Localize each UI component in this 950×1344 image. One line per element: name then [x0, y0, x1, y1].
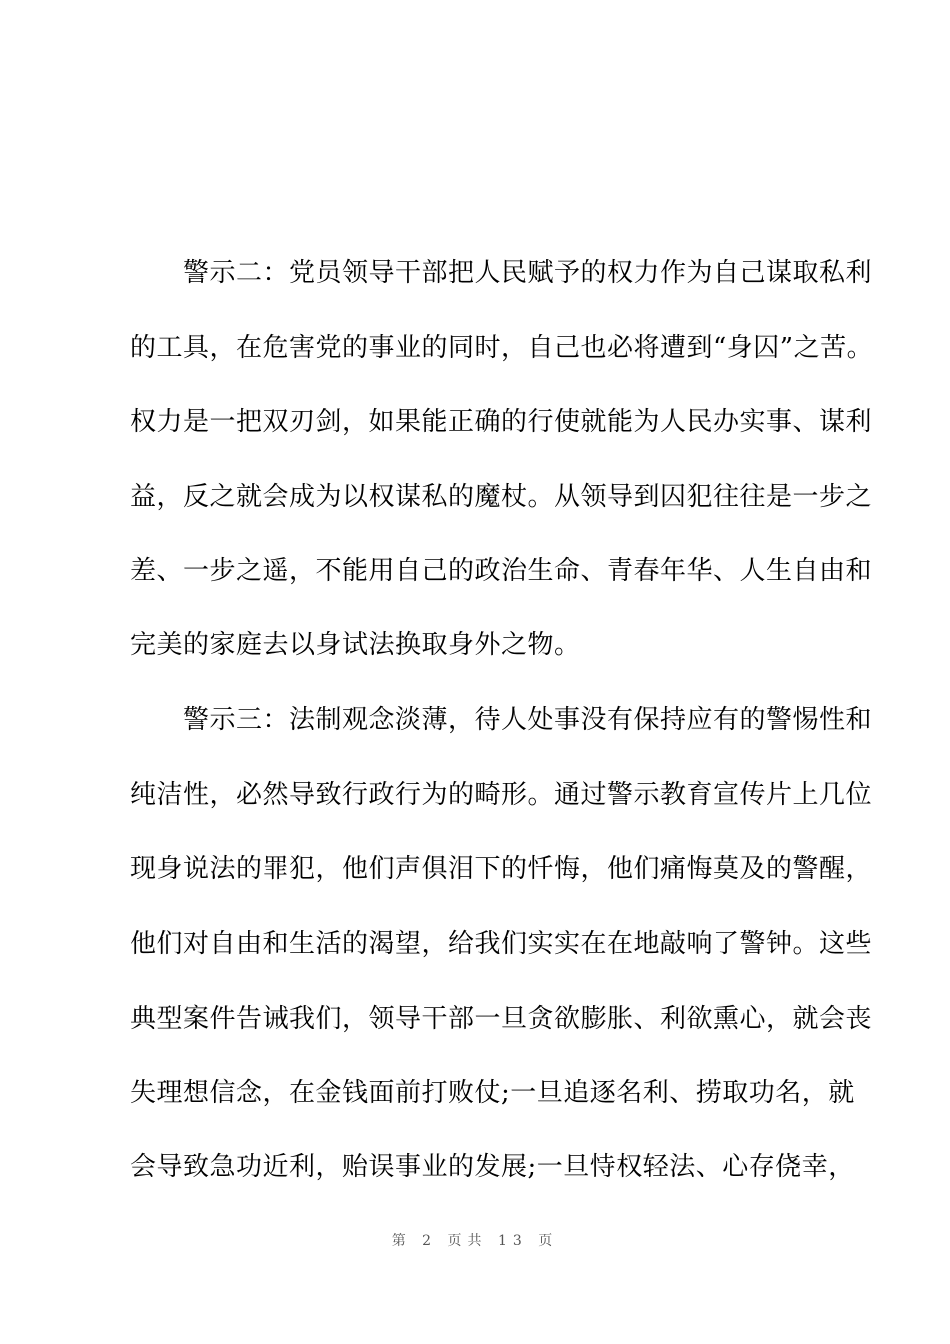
paragraph-line: 现身说法的罪犯，他们声俱泪下的忏悔，他们痛悔莫及的警醒， [130, 854, 873, 884]
paragraph-line: 警示二：党员领导干部把人民赋予的权力作为自己谋取私利 [130, 258, 873, 288]
paragraph-line: 的工具，在危害党的事业的同时，自己也必将遭到“身囚”之苦。 [130, 333, 874, 363]
paragraph-line: 典型案件告诫我们，领导干部一旦贪欲膨胀、利欲熏心，就会丧 [130, 1004, 873, 1034]
paragraph-line: 警示三：法制观念淡薄，待人处事没有保持应有的警惕性和 [130, 705, 873, 735]
paragraph-line: 失理想信念，在金钱面前打败仗;一旦追逐名利、捞取功名，就 [130, 1078, 855, 1108]
paragraph-line: 他们对自由和生活的渴望，给我们实实在在地敲响了警钟。这些 [130, 929, 873, 959]
paragraph-line: 权力是一把双刃剑，如果能正确的行使就能为人民办实事、谋利 [130, 407, 873, 437]
paragraph-line: 益，反之就会成为以权谋私的魔杖。从领导到囚犯往往是一步之 [130, 482, 873, 512]
paragraph-line: 会导致急功近利，贻误事业的发展;一旦恃权轻法、心存侥幸， [130, 1152, 855, 1182]
paragraph-line: 纯洁性，必然导致行政行为的畸形。通过警示教育宣传片上几位 [130, 780, 873, 810]
paragraph-line: 完美的家庭去以身试法换取身外之物。 [130, 630, 581, 660]
page-number-footer: 第 2 页共 13 页 [391, 1233, 559, 1249]
paragraph-line: 差、一步之遥，不能用自己的政治生命、青春年华、人生自由和 [130, 556, 873, 586]
